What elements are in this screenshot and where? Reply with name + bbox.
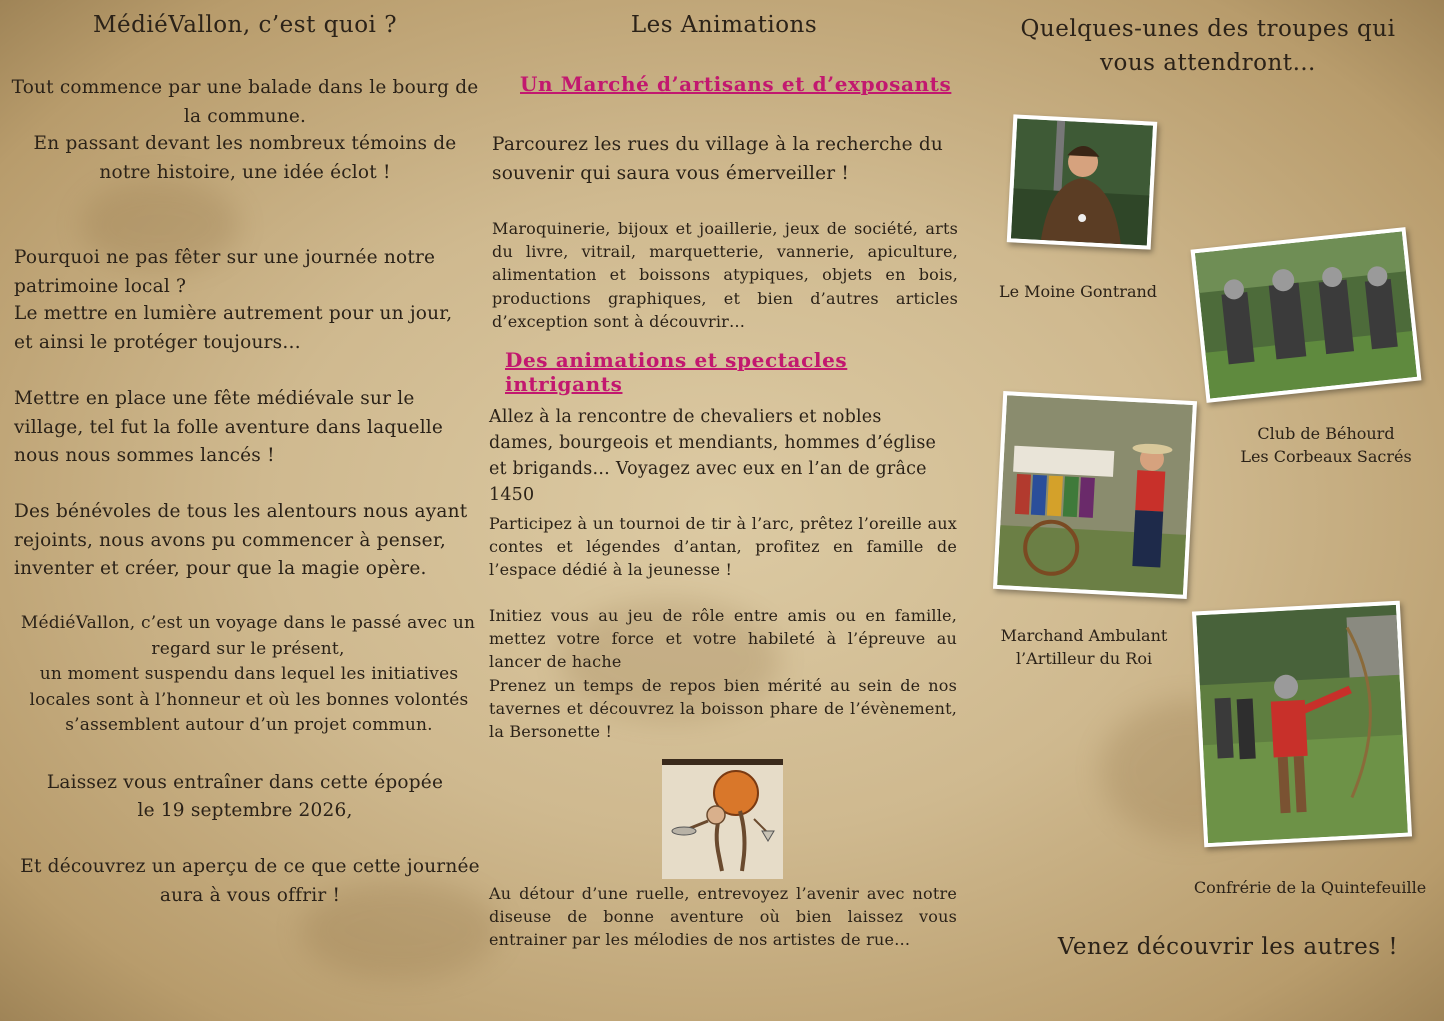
middle-panel	[488, 0, 960, 1021]
market-intro: Parcourez les rues du village à la recherche du souvenir qui saura vous émerveiller !	[492, 134, 944, 184]
shows-paragraph: Allez à la rencontre de chevaliers et nobles dames, bourgeois et mendiants, hommes d’église et brigands… Voyagez avec eux en l’an de grâce 1450	[489, 407, 937, 505]
troupe-photo-monk	[1007, 114, 1158, 249]
middle-panel-title: Les Animations	[630, 12, 818, 38]
intro-paragraph: Tout commence par une balade dans le bourg de la commune.	[11, 77, 479, 127]
footer-invite: Venez découvrir les autres !	[1057, 934, 1399, 960]
intro-paragraph: un moment suspendu dans lequel les initiatives locales sont à l’honneur et où les bonnes volontés s’assemblent autour d’un projet commun.	[29, 664, 469, 735]
intro-paragraph: MédiéVallon, c’est un voyage dans le passé avec un regard sur le présent,	[20, 613, 476, 659]
left-panel-title: MédiéVallon, c’est quoi ?	[92, 12, 398, 38]
section-heading-market: Un Marché d’artisans et d’exposants	[520, 72, 952, 96]
right-panel	[990, 0, 1434, 1021]
event-date: le 19 septembre 2026,	[137, 800, 353, 821]
section-heading-shows: Des animations et spectacles intrigants	[505, 348, 848, 396]
intro-paragraph: Des bénévoles de tous les alentours nous ayant rejoints, nous avons pu commencer à penser, inventer et créer, pour que la magie opère.	[14, 501, 468, 579]
right-panel-title: Quelques-unes des troupes qui vous attendront…	[1020, 16, 1396, 76]
shows-paragraph: Initiez vous au jeu de rôle entre amis ou en famille, mettez votre force et votre habileté à l’épreuve au lancer de hache	[489, 606, 957, 672]
intro-paragraph: Le mettre en lumière autrement pour un jour, et ainsi le protéger toujours…	[14, 303, 453, 353]
intro-paragraph: Pourquoi ne pas fêter sur une journée notre patrimoine local ?	[14, 247, 436, 297]
caption-merchant: Marchand Ambulant	[1000, 626, 1168, 645]
intro-paragraph: Et découvrez un aperçu de ce que cette journée aura à vous offrir !	[20, 856, 480, 906]
caption-monk: Le Moine Gontrand	[998, 282, 1158, 301]
troupe-photo-merchant	[993, 391, 1197, 599]
medieval-marginalia-image	[662, 759, 783, 879]
left-panel	[10, 0, 480, 1021]
caption-behourd-troupe: Les Corbeaux Sacrés	[1240, 447, 1412, 466]
fortune-teller-paragraph: Au détour d’une ruelle, entrevoyez l’avenir avec notre diseuse de bonne aventure où bien laissez vous entrainer par les mélodies de nos artistes de rue…	[489, 884, 957, 950]
shows-paragraph: Participez à un tournoi de tir à l’arc, prêtez l’oreille aux contes et légendes d’antan, profitez en famille de l’espace dédié à la jeunesse !	[489, 514, 957, 580]
troupe-photo-archers	[1192, 601, 1412, 848]
caption-archers: Confrérie de la Quintefeuille	[1193, 878, 1427, 897]
troupe-photo-behourd	[1191, 227, 1422, 403]
market-list: Maroquinerie, bijoux et joaillerie, jeux de société, arts du livre, vitrail, marquetterie, vannerie, apiculture, alimentation et boissons atypiques, objets en bois, productions graphiques, et bien d’autres articles d’exception sont à découvrir…	[492, 219, 958, 331]
event-invite: Laissez vous entraîner dans cette épopée	[46, 772, 444, 793]
intro-paragraph: Mettre en place une fête médiévale sur le village, tel fut la folle aventure dans laquelle nous nous sommes lancés !	[14, 388, 444, 466]
shows-paragraph: Prenez un temps de repos bien mérité au sein de nos tavernes et découvrez la boisson phare de l’évènement, la Bersonette !	[489, 676, 957, 742]
caption-behourd-club: Club de Béhourd	[1257, 424, 1395, 443]
caption-artilleur: l’Artilleur du Roi	[1015, 649, 1153, 668]
intro-paragraph: En passant devant les nombreux témoins de notre histoire, une idée éclot !	[33, 133, 457, 183]
